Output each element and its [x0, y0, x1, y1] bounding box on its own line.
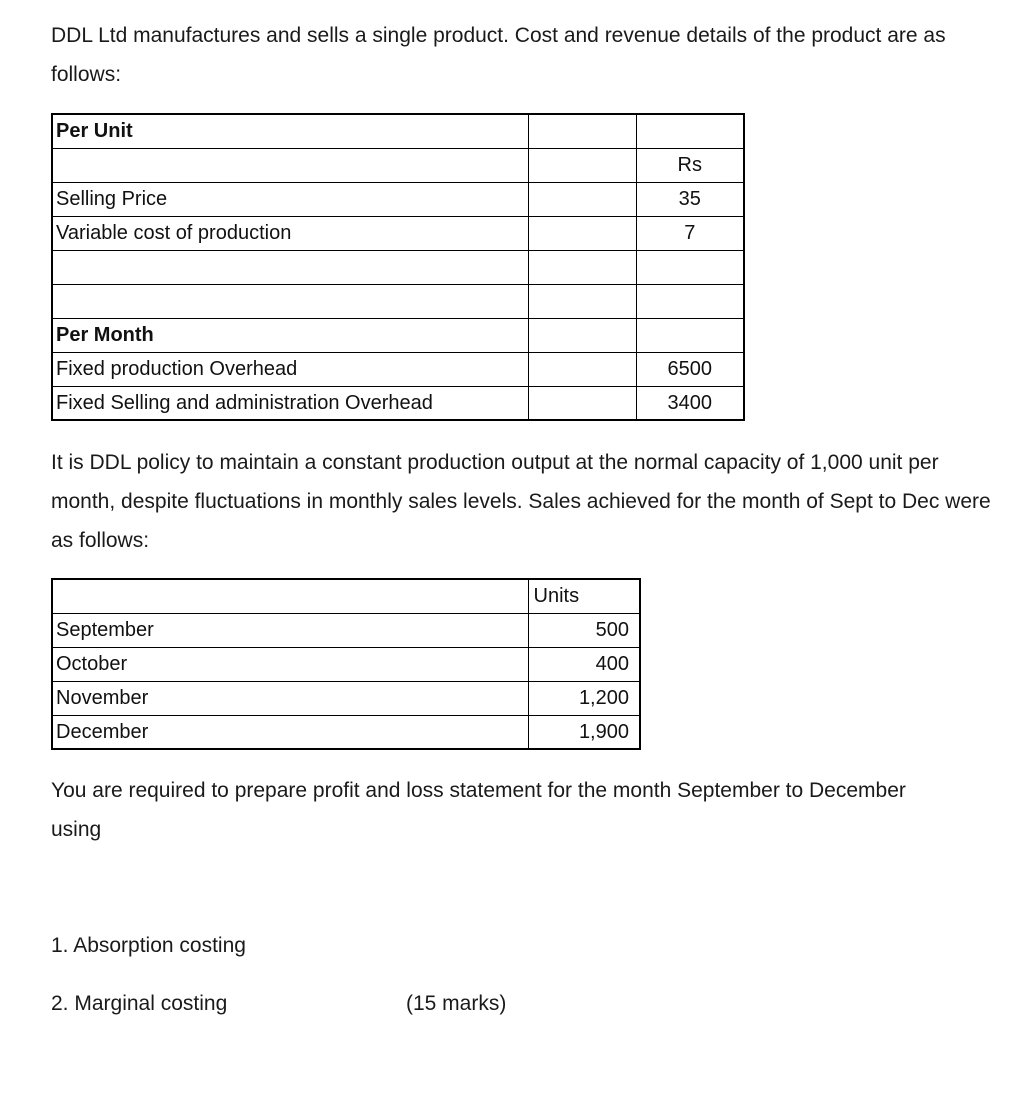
row-value: 6500 [636, 352, 744, 386]
units-cell: 400 [528, 647, 640, 681]
units-cell: 500 [528, 613, 640, 647]
list-item-marginal-costing: 2. Marginal costing [51, 992, 228, 1015]
table-row [52, 681, 640, 715]
month-cell: December [52, 715, 528, 749]
month-cell: November [52, 681, 528, 715]
row-label: Fixed production Overhead [52, 352, 528, 386]
units-cell: 1,200 [528, 681, 640, 715]
units-header: Units [528, 579, 640, 613]
row-label [52, 250, 528, 284]
list-item-absorption-costing: 1. Absorption costing [51, 934, 246, 957]
policy-paragraph: It is DDL policy to maintain a constant production output at the normal capacity of 1,000 unit per month, despite fluctuations in monthly sales levels. Sales achieved for the month of Sept to Dec were as follows: [51, 451, 991, 552]
row-value [636, 284, 744, 318]
marks-label: (15 marks) [406, 992, 507, 1015]
row-label [52, 148, 528, 182]
month-cell: September [52, 613, 528, 647]
row-col2 [528, 182, 636, 216]
table-row [52, 114, 744, 148]
row-label [52, 284, 528, 318]
row-col2 [528, 352, 636, 386]
units-cell: 1,900 [528, 715, 640, 749]
requirement-paragraph: You are required to prepare profit and loss statement for the month September to December using [51, 779, 906, 841]
row-label: Selling Price [52, 182, 528, 216]
monthly-sales-table [51, 578, 641, 750]
row-value: 3400 [636, 386, 744, 420]
row-col2 [528, 250, 636, 284]
table-row [52, 386, 744, 420]
cost-revenue-table [51, 113, 745, 421]
row-value [636, 114, 744, 148]
row-label: Fixed Selling and administration Overhead [52, 386, 528, 420]
month-cell: October [52, 647, 528, 681]
table-row [52, 216, 744, 250]
row-value [636, 318, 744, 352]
row-col2 [528, 216, 636, 250]
row-value: 35 [636, 182, 744, 216]
table-row [52, 284, 744, 318]
currency-header: Rs [636, 148, 744, 182]
table-row [52, 182, 744, 216]
row-col2 [528, 318, 636, 352]
table-row [52, 250, 744, 284]
table-row [52, 352, 744, 386]
row-col2 [528, 148, 636, 182]
table-row [52, 613, 640, 647]
row-value [636, 250, 744, 284]
row-col2 [528, 386, 636, 420]
row-label: Per Month [52, 318, 528, 352]
row-label: Per Unit [52, 114, 528, 148]
header-label [52, 579, 528, 613]
table-row [52, 647, 640, 681]
table-row [52, 318, 744, 352]
table-header-row [52, 579, 640, 613]
table-row [52, 715, 640, 749]
row-value: 7 [636, 216, 744, 250]
row-col2 [528, 114, 636, 148]
row-label: Variable cost of production [52, 216, 528, 250]
table-row [52, 148, 744, 182]
intro-paragraph: DDL Ltd manufactures and sells a single product. Cost and revenue details of the product are as follows: [51, 24, 946, 86]
row-col2 [528, 284, 636, 318]
